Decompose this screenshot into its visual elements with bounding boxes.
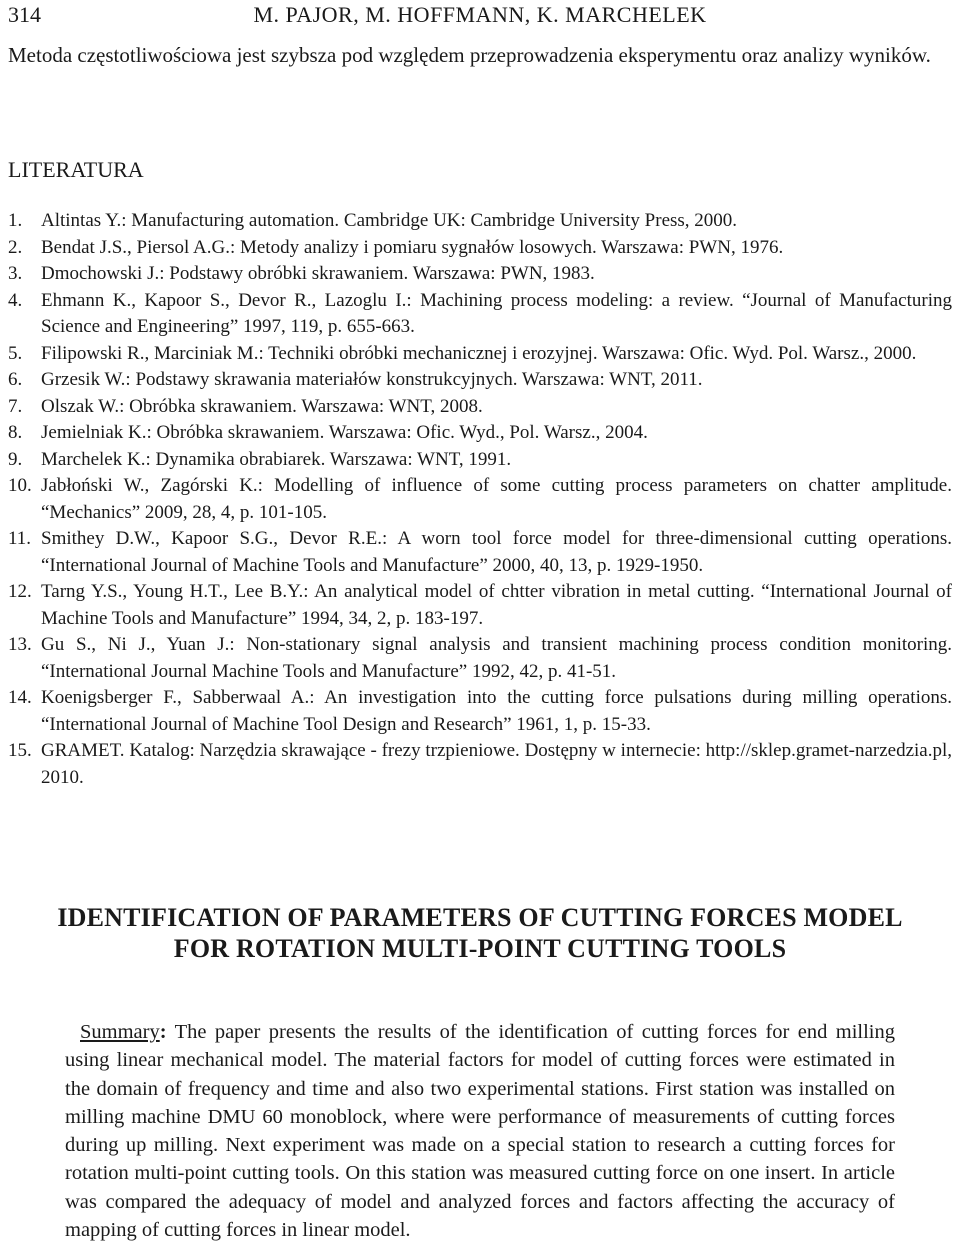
reference-number: 7. [8,395,23,417]
summary-text: The paper presents the results of the identification of cutting forces for end milling using linear mechanical model. The material factors for model of cutting forces were estimated in the domain of frequency and time and also two experimental stations. First station was installed on milling machine DMU 60 monoblock, where were performance of measurements of cutting forces during up milling. Next experiment was made on a special station to research a cutting forces for rotation multi-point cutting tools. On this station was measured cutting force on one insert. In article was compared the adequacy of model and analyzed forces and factors affecting the accuracy of mapping of cutting forces in linear model. [65,1021,895,1242]
reference-item [8,235,952,262]
reference-number: 3. [8,263,23,284]
reference-item [8,261,952,288]
reference-item [8,473,952,526]
reference-number: 9. [8,448,23,470]
reference-text: GRAMET. Katalog: Narzędzia skrawające - frezy trzpieniowe. Dostępny w internecie: http://sklep.gramet-narzedzia.pl, 2010. [41,740,952,788]
references-heading: LITERATURA [8,157,144,182]
reference-number: 13. [8,634,32,655]
reference-number: 15. [8,740,32,761]
reference-number: 6. [8,369,23,390]
paper-title-line-1: IDENTIFICATION OF PARAMETERS OF CUTTING FORCES MODEL [57,903,903,932]
running-head-authors: M. PAJOR, M. HOFFMANN, K. MARCHELEK [253,2,707,27]
reference-list [8,208,952,791]
reference-item [8,420,952,447]
reference-item [8,394,952,421]
reference-text: Bendat J.S., Piersol A.G.: Metody analizy i pomiaru sygnałów losowych. Warszawa: PWN, 1976. [41,236,784,258]
reference-item [8,288,952,341]
reference-text: Filipowski R., Marciniak M.: Techniki obróbki mechanicznej i erozyjnej. Warszawa: Ofic. Wyd. Pol. Warsz., 2000. [41,342,917,364]
reference-number: 1. [8,210,23,231]
reference-item [8,367,952,394]
reference-text: Marchelek K.: Dynamika obrabiarek. Warszawa: WNT, 1991. [41,448,512,470]
page-header [8,2,952,32]
intro-paragraph: Metoda częstotliwościowa jest szybsza pod względem przeprowadzenia eksperymentu oraz analizy wyników. [8,43,931,67]
reference-item [8,447,952,474]
reference-number: 14. [8,687,32,708]
reference-number: 4. [8,289,23,311]
reference-item [8,738,952,791]
reference-text: Tarng Y.S., Young H.T., Lee B.Y.: An analytical model of chtter vibration in metal cutting. “International Journal of Machine Tools and Manufacture” 1994, 34, 2, p. 183-197. [41,581,952,629]
paper-title-line-2: FOR ROTATION MULTI-POINT CUTTING TOOLS [173,934,787,963]
reference-text: Jemielniak K.: Obróbka skrawaniem. Warszawa: Ofic. Wyd., Pol. Warsz., 2004. [41,422,648,443]
reference-number: 11. [8,528,32,549]
page-number: 314 [8,2,41,27]
reference-text: Ehmann K., Kapoor S., Devor R., Lazoglu I.: Machining process modeling: a review. “Journal of Manufacturing Science and Engineering” 1997, 119, p. 655-663. [41,289,952,337]
reference-item [8,685,952,738]
reference-text: Jabłoński W., Zagórski K.: Modelling of influence of some cutting process parameters on chatter amplitude. “Mechanics” 2009, 28, 4, p. 101-105. [41,475,952,523]
summary-colon: : [159,1021,167,1043]
reference-number: 12. [8,581,32,602]
reference-item [8,526,952,579]
reference-text: Altintas Y.: Manufacturing automation. Cambridge UK: Cambridge University Press, 2000. [41,210,738,231]
reference-item [8,632,952,685]
reference-text: Koenigsberger F., Sabberwaal A.: An investigation into the cutting force pulsations during milling operations. “International Journal of Machine Tool Design and Research” 1961, 1, p. 15-33. [41,687,952,735]
reference-number: 10. [8,475,32,496]
reference-text: Gu S., Ni J., Yuan J.: Non-stationary signal analysis and transient machining process condition monitoring. “International Journal Machine Tools and Manufacture” 1992, 42, p. 41-51. [41,634,952,682]
reference-text: Dmochowski J.: Podstawy obróbki skrawaniem. Warszawa: PWN, 1983. [41,263,595,284]
paper-title [0,902,960,964]
summary-paragraph [65,1018,895,1244]
reference-text: Grzesik W.: Podstawy skrawania materiałów konstrukcyjnych. Warszawa: WNT, 2011. [41,369,703,390]
summary-label: Summary [80,1021,160,1043]
reference-item [8,341,952,368]
reference-item [8,579,952,632]
reference-number: 2. [8,236,23,258]
reference-item [8,208,952,235]
reference-number: 8. [8,422,23,443]
reference-number: 5. [8,342,23,364]
reference-text: Olszak W.: Obróbka skrawaniem. Warszawa: WNT, 2008. [41,395,483,417]
reference-text: Smithey D.W., Kapoor S.G., Devor R.E.: A worn tool force model for three-dimensional cutting operations. “International Journal of Machine Tools and Manufacture” 2000, 40, 13, p. 1929-1950. [41,528,952,576]
